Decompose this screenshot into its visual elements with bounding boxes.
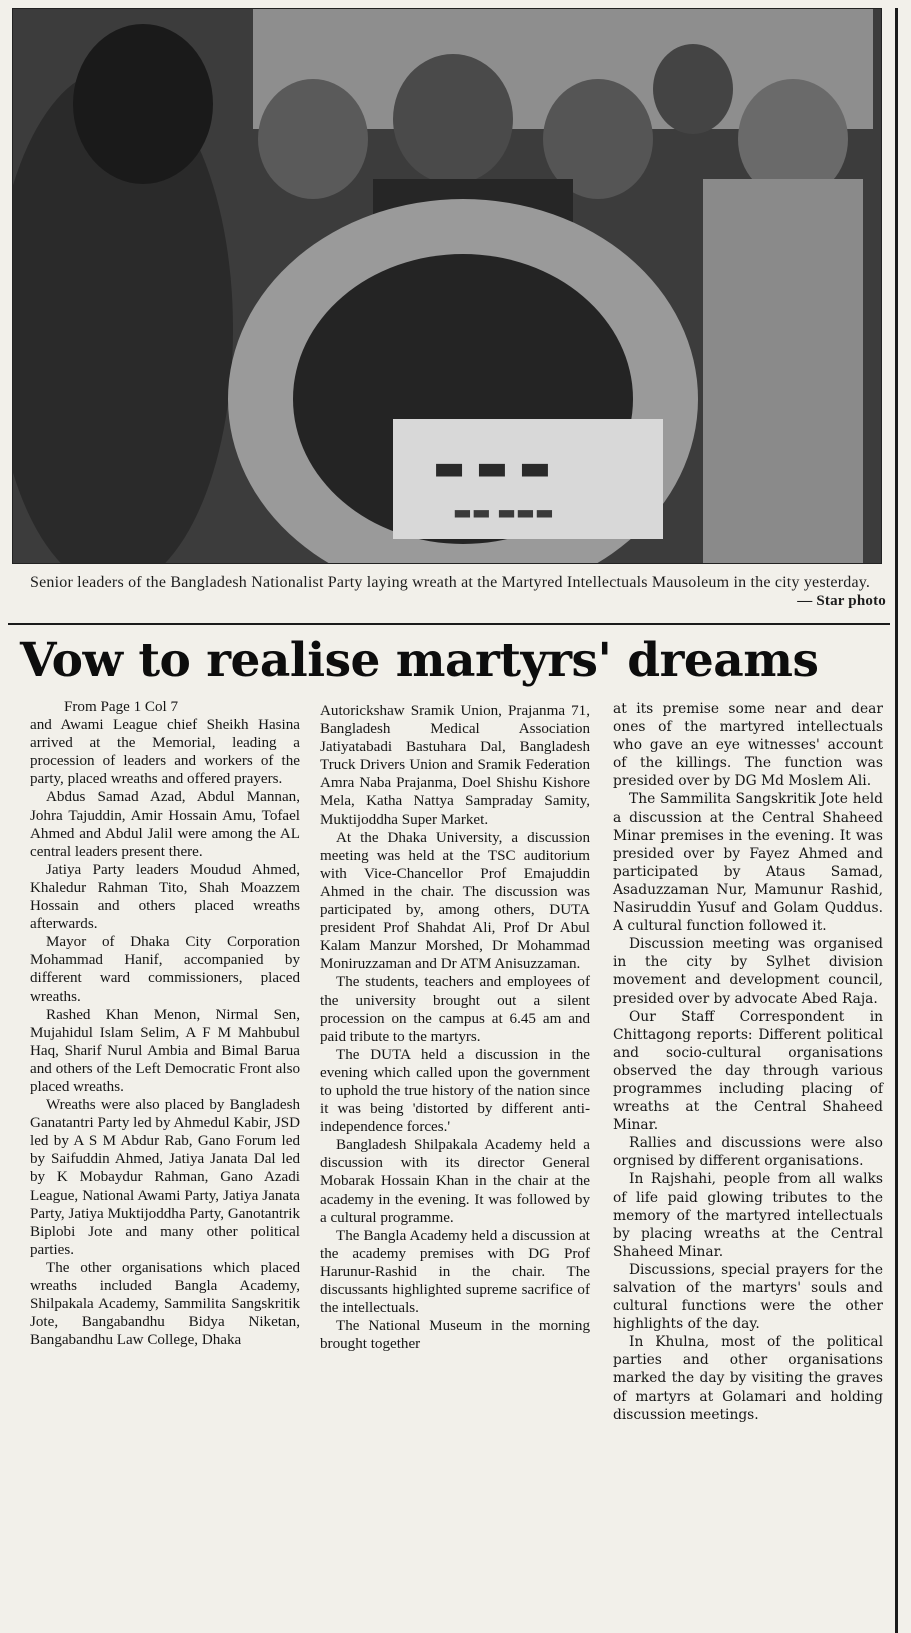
photo-illustration — [13, 9, 881, 563]
paragraph: The students, teachers and employees of the university brought out a silent procession on the campus at 6.45 am and paid tribute to the martyrs. — [320, 974, 590, 1045]
svg-text:▬ ▬ ▬: ▬ ▬ ▬ — [433, 448, 551, 488]
photo-credit: — Star photo — [797, 593, 886, 609]
paragraph: The Bangla Academy held a discussion at the academy premises with DG Prof Harunur-Rashid in the chair. The discussants highlighted supreme sacrifice of the intellectuals. — [320, 1227, 590, 1317]
paragraph: Discussion meeting was organised in the city by Sylhet division movement and development council, presided over by advocate Abed Raja. — [613, 936, 883, 1007]
headline-rule — [8, 623, 890, 625]
column-border — [895, 8, 898, 1633]
paragraph: Rallies and discussions were also orgnised by different organisations. — [613, 1135, 883, 1170]
paragraph: The Sammilita Sangskritik Jote held a discussion at the Central Shaheed Minar premises in the evening. It was presided over by Fayez Ahmed and participated by Ataus Samad, Asaduzzaman Nur, Mamunur Rashid, Nasiruddin Yusuf and Golam Quddus. A cultural function followed it. — [613, 791, 883, 935]
caption-text: Senior leaders of the Bangladesh Nationalist Party laying wreath at the Martyred Intellectuals Mausoleum in the city yesterday. — [30, 574, 871, 591]
paragraph: In Rajshahi, people from all walks of life paid glowing tributes to the memory of the martyred intellectuals by placing wreaths at the Central Shaheed Minar. — [613, 1171, 883, 1260]
headline: Vow to realise martyrs' dreams — [20, 633, 819, 688]
paragraph: The other organisations which placed wreaths included Bangla Academy, Shilpakala Academy, Sammilita Sangskritik Jote, Bangabandhu Bidya Niketan, Bangabandhu Law College, Dhaka — [30, 1259, 300, 1349]
paragraph: At the Dhaka University, a discussion meeting was held at the TSC auditorium with Vice-Chancellor Prof Emajuddin Ahmed in the chair. The discussion was participated by, among others, DUTA president Prof Shahdat Ali, Prof Dr Abul Kalam Manzur Morshed, Dr Mohammad Moniruzzaman and Dr ATM Anisuzzaman. — [320, 829, 590, 973]
paragraph: at its premise some near and dear ones of the martyred intellectuals who gave an eye witnesses' account of the killings. The function was presided over by DG Md Moslem Ali. — [613, 701, 883, 790]
paragraph: Rashed Khan Menon, Nirmal Sen, Mujahidul Islam Selim, A F M Mahbubul Haq, Sharif Nurul Ambia and Bimal Barua and others of the Left Democratic Front also placed wreaths. — [30, 1006, 300, 1095]
article-column-3 — [613, 700, 883, 1424]
paragraph: The DUTA held a discussion in the evening which called upon the government to uphold the true history of the nation since it was being 'distorted by different anti-independence forces.' — [320, 1046, 590, 1136]
paragraph: Our Staff Correspondent in Chittagong reports: Different political and socio-cultural organisations observed the day through various programmes including placing of wreaths at the Central Shaheed Minar. — [613, 1008, 883, 1134]
paragraph: Autorickshaw Sramik Union, Prajanma 71, Bangladesh Medical Association Jatiyatabadi Bastuhara Dal, Bangladesh Truck Drivers Union and Sramik Federation Amra Naba Prajanma, Doel Shishu Kishore Mela, Katha Nattya Sampraday Samity, Muktijoddha Super Market. — [320, 703, 590, 828]
paragraph: Discussions, special prayers for the salvation of the martyrs' souls and cultural functions were the other highlights of the day. — [613, 1261, 883, 1333]
paragraph: Bangladesh Shilpakala Academy held a discussion with its director General Mobarak Hossain Khan in the chair at the academy in the evening. It was followed by a cultural programme. — [320, 1137, 590, 1226]
article-column-1 — [30, 698, 300, 1349]
paragraph: In Khulna, most of the political parties and other organisations marked the day by visiting the graves of martyrs at Golamari and holding discussion meetings. — [613, 1334, 883, 1423]
paragraph: Jatiya Party leaders Moudud Ahmed, Khaledur Rahman Tito, Shah Moazzem Hossain and others placed wreaths afterwards. — [30, 861, 300, 933]
svg-text:▬▬ ▬▬▬: ▬▬ ▬▬▬ — [453, 500, 554, 524]
paragraph: The National Museum in the morning brought together — [320, 1318, 590, 1353]
paragraph: and Awami League chief Sheikh Hasina arrived at the Memorial, leading a procession of leaders and workers of the party, placed wreaths and offered prayers. — [30, 717, 300, 788]
news-photo — [12, 8, 882, 564]
article-column-2 — [320, 702, 590, 1353]
paragraph: Wreaths were also placed by Bangladesh Ganatantri Party led by Ahmedul Kabir, JSD led by A S M Abdur Rab, Gano Forum led by Saifuddin Ahmed, Jatiya Janata Dal led by K Mobaydur Rahman, Gano Azadi League, National Awami Party, Jatiya Janata Party, Jatiya Muktijoddha Party, Ganotantrik Biplobi Jote and many other political parties. — [30, 1097, 300, 1258]
photo-caption — [30, 573, 886, 609]
paragraph: Mayor of Dhaka City Corporation Mohammad Hanif, accompanied by different ward commissioners, placed wreaths. — [30, 934, 300, 1005]
continuation-note: From Page 1 Col 7 — [64, 699, 179, 715]
paragraph: Abdus Samad Azad, Abdul Mannan, Johra Tajuddin, Amir Hossain Amu, Tofael Ahmed and Abdul Jalil were among the AL central leaders present there. — [30, 789, 300, 860]
